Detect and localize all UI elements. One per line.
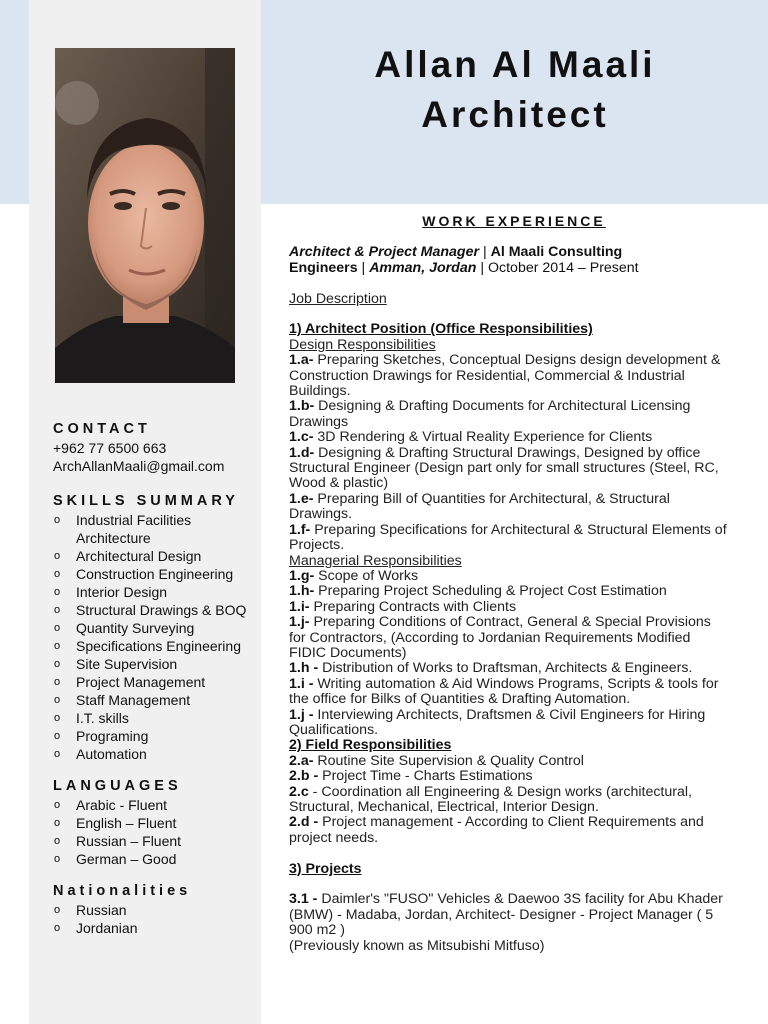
managerial-item-text: the office for Bilks of Quantities & Drafting Automation. (289, 691, 631, 708)
field-item (289, 785, 739, 816)
contact-heading: CONTACT (53, 421, 151, 437)
section-1-title: 1) Architect Position (Office Responsibilities) (289, 321, 593, 338)
language-item-label: Russian – Fluent (76, 833, 182, 849)
language-item-label: German – Good (76, 851, 177, 867)
profile-photo (55, 48, 235, 383)
bullet-icon: o (54, 604, 61, 616)
section-3-title: 3) Projects (289, 860, 362, 877)
project-item-text: (BMW) - Madaba, Jordan, Architect- Designer - Project Manager ( 5 (289, 906, 714, 923)
design-item-code: 1.f- (289, 521, 311, 538)
language-item-label: Arabic - Fluent (76, 797, 168, 813)
managerial-item-code: 1.g- (289, 567, 315, 584)
managerial-item-text: Preparing Project Scheduling & Project Cost Estimation (314, 583, 667, 600)
language-item-label: English – Fluent (76, 815, 177, 831)
managerial-item-text: for Contractors, (According to Jordanian Requirements Modified (289, 629, 691, 646)
design-responsibilities-label: Design Responsibilities (289, 336, 436, 353)
skills-heading: SKILLS SUMMARY (53, 493, 239, 509)
job-header (289, 245, 739, 276)
design-item-code: 1.d- (289, 444, 315, 461)
skill-item (53, 727, 258, 745)
field-item-code: 2.c (289, 783, 309, 800)
language-item (53, 832, 258, 850)
skill-item (53, 583, 258, 601)
design-item (289, 430, 739, 445)
name-header (262, 40, 768, 140)
design-item-code: 1.b- (289, 398, 315, 415)
project-item-text: 900 m2 ) (289, 922, 345, 939)
managerial-item-text: Scope of Works (314, 567, 419, 584)
section-2-title: 2) Field Responsibilities (289, 737, 452, 754)
managerial-items (289, 569, 739, 738)
project-item-text: (Previously known as Mitsubishi Mitfuso) (289, 937, 545, 954)
work-experience-section (289, 214, 739, 954)
field-item (289, 769, 739, 784)
managerial-item-text: FIDIC Documents) (289, 644, 407, 661)
design-item-text: Preparing Specifications for Architectural & Structural Elements of (310, 521, 727, 538)
managerial-item-text: Writing automation & Aid Windows Programs, Scripts & tools for (313, 675, 719, 692)
project-items (289, 892, 739, 954)
project-item-code: 3.1 - (289, 891, 318, 908)
person-name: Allan Al Maali (374, 44, 656, 85)
skill-item (53, 745, 258, 763)
skills-list (53, 511, 258, 763)
sidebar-content (53, 420, 258, 951)
design-item-text: Preparing Bill of Quantities for Architectural, & Structural (313, 490, 670, 507)
managerial-item (289, 569, 739, 584)
field-item-text: - Coordination all Engineering & Design works (architectural, (308, 783, 692, 800)
skill-item (53, 565, 258, 583)
skill-item-label: Structural Drawings & BOQ (76, 602, 247, 618)
managerial-item-text: Preparing Conditions of Contract, General & Special Provisions (309, 614, 711, 631)
managerial-item (289, 615, 739, 661)
job-sep-3: | (476, 259, 488, 276)
design-item-text: Buildings. (289, 383, 351, 400)
language-item (53, 850, 258, 868)
managerial-item (289, 677, 739, 708)
field-items (289, 754, 739, 846)
design-item-text: Preparing Sketches, Conceptual Designs design development & (313, 352, 721, 369)
managerial-item-code: 1.i- (289, 598, 310, 615)
skill-item-label: Construction Engineering (76, 566, 234, 582)
job-dates: October 2014 – Present (487, 259, 639, 276)
managerial-item-code: 1.h- (289, 583, 315, 600)
bullet-icon: o (54, 817, 61, 829)
design-item (289, 353, 739, 399)
skill-item (53, 511, 258, 547)
skill-item-label: Programing (76, 728, 149, 744)
managerial-item-code: 1.j - (289, 706, 314, 723)
field-item-text: Project management - According to Client Requirements and (318, 814, 704, 831)
bullet-icon: o (54, 922, 61, 934)
bullet-icon: o (54, 712, 61, 724)
skill-item-label: Site Supervision (76, 656, 178, 672)
design-items (289, 353, 739, 553)
skill-item-label: Project Management (76, 674, 206, 690)
managerial-responsibilities-label: Managerial Responsibilities (289, 552, 462, 569)
bullet-icon: o (54, 730, 61, 742)
field-item-text: Structural, Mechanical, Electrical, Interior Design. (289, 799, 599, 815)
managerial-item-text: Distribution of Works to Draftsman, Architects & Engineers. (318, 660, 693, 677)
managerial-item-code: 1.j- (289, 614, 310, 631)
bullet-icon: o (54, 622, 61, 634)
skill-item-label: Staff Management (76, 692, 191, 708)
design-item (289, 399, 739, 430)
person-title: Architect (421, 94, 609, 135)
language-item (53, 796, 258, 814)
managerial-item-text: Interviewing Architects, Draftsmen & Civil Engineers for Hiring (313, 706, 706, 723)
field-item (289, 754, 739, 769)
languages-list (53, 796, 258, 868)
bullet-icon: o (54, 676, 61, 688)
languages-heading: LANGUAGES (53, 778, 182, 794)
skill-item (53, 619, 258, 637)
field-item-text: project needs. (289, 829, 379, 846)
bullet-icon: o (54, 694, 61, 706)
bullet-icon: o (54, 568, 61, 580)
bullet-icon: o (54, 853, 61, 865)
managerial-item (289, 600, 739, 615)
design-item-text: Projects. (289, 537, 345, 554)
field-item (289, 815, 739, 846)
bullet-icon: o (54, 799, 61, 811)
managerial-item-text: Preparing Contracts with Clients (309, 598, 517, 615)
job-sep-1: | (479, 244, 491, 261)
design-item-text: Drawings (289, 413, 349, 430)
design-item-text: Wood & plastic) (289, 475, 389, 492)
contact-phone: +962 77 6500 663 (53, 440, 167, 456)
skill-item-label: Industrial Facilities Architecture (76, 512, 192, 546)
field-item-text: Project Time - Charts Estimations (318, 768, 533, 785)
job-description-label: Job Description (289, 290, 387, 307)
skill-item (53, 655, 258, 673)
job-company-2: Engineers (289, 259, 358, 276)
design-item-text: 3D Rendering & Virtual Reality Experience for Clients (313, 429, 653, 446)
design-item-code: 1.c- (289, 429, 314, 446)
bullet-icon: o (54, 640, 61, 652)
bullet-icon: o (54, 550, 61, 562)
skill-item (53, 691, 258, 709)
managerial-item (289, 661, 739, 676)
bullet-icon: o (54, 748, 61, 760)
design-item (289, 446, 739, 492)
nationality-item (53, 901, 258, 919)
nationality-item-label: Jordanian (76, 920, 138, 936)
design-item-text: Drawings. (289, 506, 353, 523)
field-item-code: 2.d - (289, 814, 319, 831)
managerial-item-code: 1.h - (289, 660, 319, 677)
job-company-1: Al Maali Consulting (490, 244, 623, 261)
work-experience-heading: WORK EXPERIENCE (422, 213, 606, 229)
skill-item-label: Quantity Surveying (76, 620, 195, 636)
skill-item-label: Automation (76, 746, 147, 762)
project-item (289, 892, 739, 954)
nationality-item-label: Russian (76, 902, 127, 918)
design-item (289, 523, 739, 554)
skill-item (53, 709, 258, 727)
bullet-icon: o (54, 514, 61, 526)
managerial-item (289, 584, 739, 599)
field-item-code: 2.b - (289, 768, 319, 785)
bullet-icon: o (54, 586, 61, 598)
bullet-icon: o (54, 904, 61, 916)
language-item (53, 814, 258, 832)
contact-email: ArchAllanMaali@gmail.com (53, 458, 225, 474)
skill-item (53, 673, 258, 691)
skill-item (53, 601, 258, 619)
skill-item-label: I.T. skills (76, 710, 129, 726)
managerial-item-code: 1.i - (289, 675, 314, 692)
skill-item-label: Architectural Design (76, 548, 202, 564)
project-item-text: Daimler's "FUSO" Vehicles & Daewoo 3S facility for Abu Khader (317, 891, 723, 908)
skill-item (53, 547, 258, 565)
bullet-icon: o (54, 658, 61, 670)
design-item (289, 492, 739, 523)
nationalities-list (53, 901, 258, 937)
managerial-item-text: Qualifications. (289, 721, 379, 738)
nationalities-heading: Nationalities (53, 883, 192, 899)
job-location: Amman, Jordan (369, 259, 477, 276)
design-item-code: 1.a- (289, 352, 314, 369)
field-item-text: Routine Site Supervision & Quality Control (313, 752, 584, 769)
skill-item-label: Specifications Engineering (76, 638, 241, 654)
skill-item-label: Interior Design (76, 584, 168, 600)
design-item-text: Construction Drawings for Residential, Commercial & Industrial (289, 367, 685, 384)
design-item-text: Designing & Drafting Documents for Architectural Licensing (314, 398, 691, 415)
design-item-text: Structural Engineer (Design part only for small structures (Steel, RC, (289, 460, 719, 477)
managerial-item (289, 708, 739, 739)
skill-item (53, 637, 258, 655)
bullet-icon: o (54, 835, 61, 847)
job-role: Architect & Project Manager (289, 244, 480, 261)
job-sep-2: | (357, 259, 370, 276)
field-item-code: 2.a- (289, 752, 314, 769)
design-item-code: 1.e- (289, 490, 314, 507)
design-item-text: Designing & Drafting Structural Drawings, Designed by office (314, 444, 701, 461)
nationality-item (53, 919, 258, 937)
